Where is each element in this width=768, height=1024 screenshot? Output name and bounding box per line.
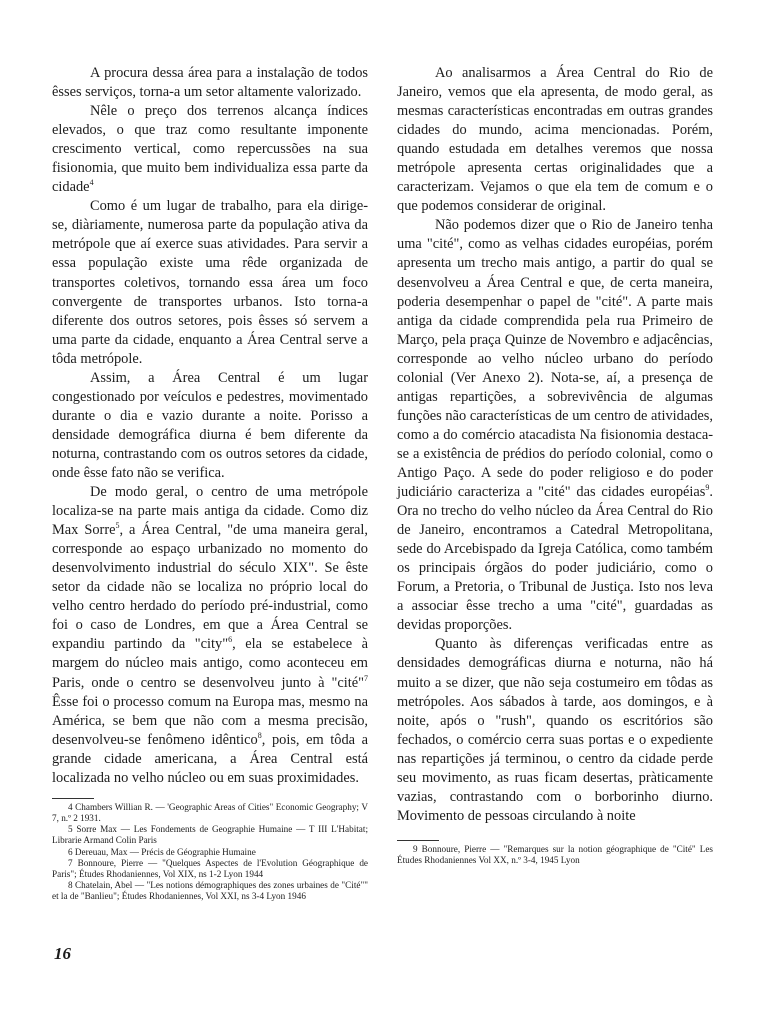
paragraph [52,102,368,197]
paragraph-text: Quanto às diferenças verificadas entre as densidades demográficas diurna e noturna, não há muito a se dizer, que não seja costumeiro em tôdas as metrópoles. Aos sábados à tarde, aos domingos, e à noite, após o "rush", quando os escritórios são fechados, o comércio cerra suas portas e o expediente nas repartições já terminou, o centro da cidade perde seu movimento, as ruas ficam desertas, pràticamente vazias, contrastando com o borborinho diurno. Movimento de pessoas circulando à noite [397,636,713,824]
footnote: 7 Bonnoure, Pierre — "Quelques Aspectes de l'Evolution Géographique de Paris"; Études Rhodaniennes, Vol XIX, ns 1-2 Lyon 1944 [52,857,368,879]
paragraph-text: , ela se estabelece à margem do núcleo mais antigo, como aconteceu em Paris, onde o centro se desenvolveu junto à "cité" [52,636,368,691]
paragraph [397,635,713,825]
footnote: 9 Bonnoure, Pierre — "Remarques sur la notion géographique de "Cité" Les Études Rhodaniennes Vol XX, n.º 3-4, 1945 Lyon [397,843,713,866]
footnote-rule [52,798,94,799]
paragraph-text: Nêle o preço dos terrenos alcança índices elevados, o que traz como resultante imponente crescimento vertical, como repercussões na sua fisionomia, que muito bem individualiza essa parte da cidade [52,103,368,196]
paragraph [52,483,368,788]
paragraph [52,197,368,368]
paragraph-text: De modo geral, o centro de uma metrópole localiza-se na parte mais antiga da cidade. Como diz Max Sorre [52,484,368,539]
paragraph-text: , pois, em tôda a grande cidade americana, a Área Central está localizada no velho núcleo ou em suas proximidades. [52,731,368,786]
footnote-rule [397,840,439,841]
footnote: 6 Dereuau, Max — Précis de Géographie Humaine [68,846,256,857]
paragraph-text: Ao analisarmos a Área Central do Rio de Janeiro, vemos que ela apresenta, de modo geral, as mesmas características encontradas em outras grandes cidades do mundo, acima mencionadas. Porém, quando estudada em detalhes veremos que nossa metrópole apresenta certas originalidades que a caracterizam. Vejamos o que ela tem de comum e o que podemos considerar de original. [397,65,713,215]
paragraph-text: A procura dessa área para a instalação de todos êsses serviços, torna-a um setor altamente valorizado. [52,65,368,101]
paragraph-text: Assim, a Área Central é um lugar congestionado por veículos e pedestres, movimentado durante o dia e vazio durante a noite. Porisso a densidade demográfica diurna é bem diferente da noturna, contrastando com os outros setores da cidade, onde êsse fato não se verifica. [52,369,368,481]
footnote-ref: 5 [115,521,120,531]
footnote-ref: 4 [89,178,94,188]
paragraph [397,64,713,216]
footnote: 8 Chatelain, Abel — "Les notions démographiques des zones urbaines de "Cité"" et la de "Banlieu"; Études Rhodaniennes, Vol XXI, ns 3-4 Lyon 1946 [52,880,368,902]
right-footnotes [397,844,713,866]
footnote-ref: 7 [364,673,368,683]
right-column [397,64,713,866]
paragraph-text: Êsse foi o processo comum na Europa mas, mesmo na América, se bem que não com a mesma precisão, desenvolveu-se fenômeno idêntico [52,693,368,748]
footnote: 4 Chambers Willian R. — 'Geographic Areas of Cities" Economic Geography; V 7, n.º 2 1931. [52,801,368,823]
page-number: 16 [54,944,71,963]
paragraph [397,216,713,635]
paragraph-text: Como é um lugar de trabalho, para ela dirige-se, diàriamente, numerosa parte da população ativa da metrópole que aí exerce suas atividades. Para servir a essa população existe uma rêde organizada de transportes coletivos, tornando essa área um foco convergente de transportes urbanos. Isto torna-a diferente dos outros setores, pois êsses só servem a uma parte da cidade, enquanto a Área Central serve a tôda metrópole. [52,198,368,367]
footnote-ref: 6 [228,635,233,645]
paragraph [52,64,368,102]
footnote-ref: 9 [705,483,710,493]
footnote: 5 Sorre Max — Les Fondements de Geographie Humaine — T III L'Habitat; Librarie Armand Colin Paris [52,824,368,846]
paragraph [52,369,368,483]
left-column [52,64,368,903]
left-footnotes [52,802,368,903]
paragraph-text: , a Área Central, "de uma maneira geral, corresponde ao espaço urbanizado no momento do desenvolvimento industrial do século XIX". Se êste setor da cidade não se localiza no próprio local do velho centro herdado do período pré-industrial, como foi o caso de Londres, em que a Área Central se expandiu partindo da "city" [52,522,368,653]
footnote-ref: 8 [257,730,262,740]
left-body [52,64,368,788]
paragraph-text: Não podemos dizer que o Rio de Janeiro tenha uma "cité", como as velhas cidades européias, porém apresenta um trecho mais antigo, a partir do qual se desenvolveu a Área Central e que, de certa maneira, poderia desempenhar o papel de "cité". A parte mais antiga da cidade comprendida pela rua Primeiro de Março, pela praça Quinze de Novembro e adjacências, corresponde ao velho núcleo urbano do período colonial (Ver Anexo 2). Nota-se, aí, a presença de antigas repartições, a sobrevivência de algumas funções não características de um centro de atividades, como a do comércio atacadista Na fisionomia destaca-se a existência de prédios do período colonial, como o Antigo Paço. A sede do poder religioso e do poder judiciário caracteriza a "cité" das cidades européias [397,217,713,501]
paragraph-text: . Ora no trecho do velho núcleo da Área Central do Rio de Janeiro, encontramos a Catedral Metropolitana, sede do Arcebispado da Igreja Católica, como também os principais órgãos do poder judiciário, como o Forum, a Pretoria, o Tribunal de Justiça. Isto nos leva a associar êsse trecho a uma "cité", guardadas as devidas proporções. [397,484,713,634]
right-body [397,64,713,826]
